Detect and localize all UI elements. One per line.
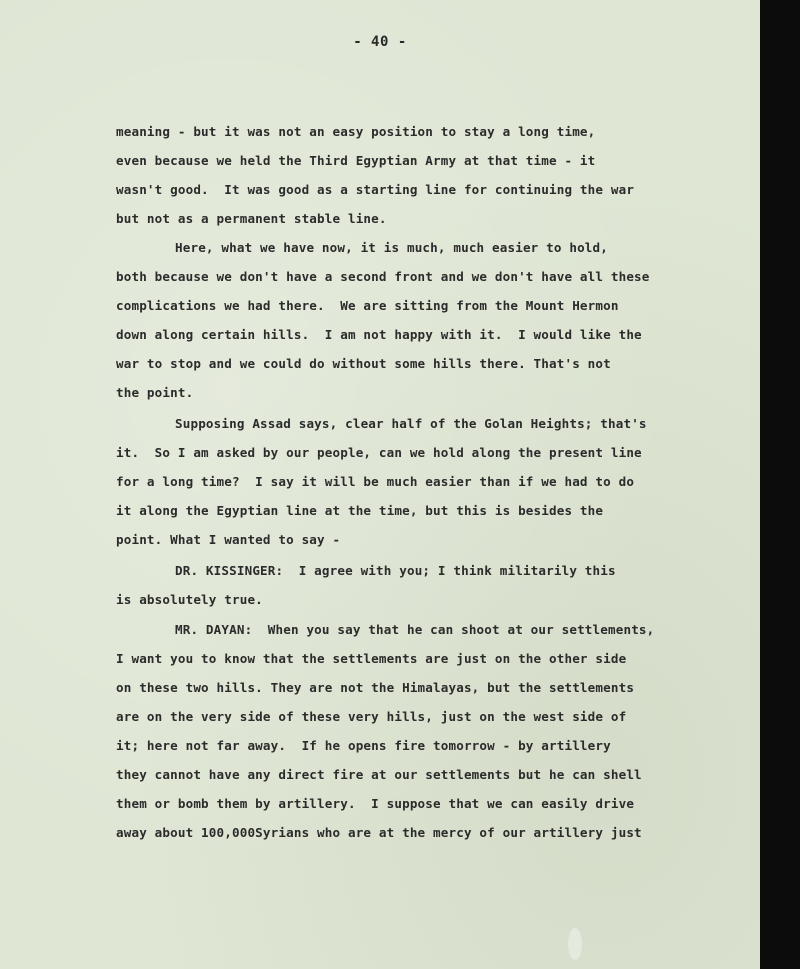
text-line: away about 100,000Syrians who are at the mercy of our artillery just: [116, 825, 642, 840]
paragraph-first-line: Supposing Assad says, clear half of the Golan Heights; that's: [175, 416, 647, 431]
text-line: it; here not far away. If he opens fire tomorrow - by artillery: [116, 738, 611, 753]
speaker-dayan-line: MR. DAYAN: When you say that he can shoot at our settlements,: [175, 622, 655, 637]
text-line: meaning - but it was not an easy position to stay a long time,: [116, 124, 596, 139]
text-line: it. So I am asked by our people, can we hold along the present line: [116, 445, 642, 460]
scan-edge: [760, 0, 800, 969]
paragraph-first-line: Here, what we have now, it is much, much easier to hold,: [175, 240, 608, 255]
speaker-kissinger-line: DR. KISSINGER: I agree with you; I think militarily this: [175, 563, 616, 578]
text-line: complications we had there. We are sitting from the Mount Hermon: [116, 298, 619, 313]
paper-smudge: [568, 928, 582, 960]
text-line: both because we don't have a second front and we don't have all these: [116, 269, 650, 284]
text-line: I want you to know that the settlements are just on the other side: [116, 651, 627, 666]
text-line: it along the Egyptian line at the time, but this is besides the: [116, 503, 604, 518]
text-line: wasn't good. It was good as a starting line for continuing the war: [116, 182, 635, 197]
text-line: even because we held the Third Egyptian Army at that time - it: [116, 153, 596, 168]
text-line: down along certain hills. I am not happy with it. I would like the: [116, 327, 642, 342]
text-line: war to stop and we could do without some hills there. That's not: [116, 356, 611, 371]
text-line: for a long time? I say it will be much easier than if we had to do: [116, 474, 635, 489]
text-line: the point.: [116, 385, 194, 400]
text-line: them or bomb them by artillery. I suppose that we can easily drive: [116, 796, 635, 811]
page-number: - 40 -: [353, 34, 407, 50]
text-line: is absolutely true.: [116, 592, 263, 607]
text-line: are on the very side of these very hills, just on the west side of: [116, 709, 627, 724]
text-line: they cannot have any direct fire at our settlements but he can shell: [116, 767, 642, 782]
text-line: point. What I wanted to say -: [116, 532, 341, 547]
text-line: on these two hills. They are not the Himalayas, but the settlements: [116, 680, 635, 695]
text-line: but not as a permanent stable line.: [116, 211, 387, 226]
